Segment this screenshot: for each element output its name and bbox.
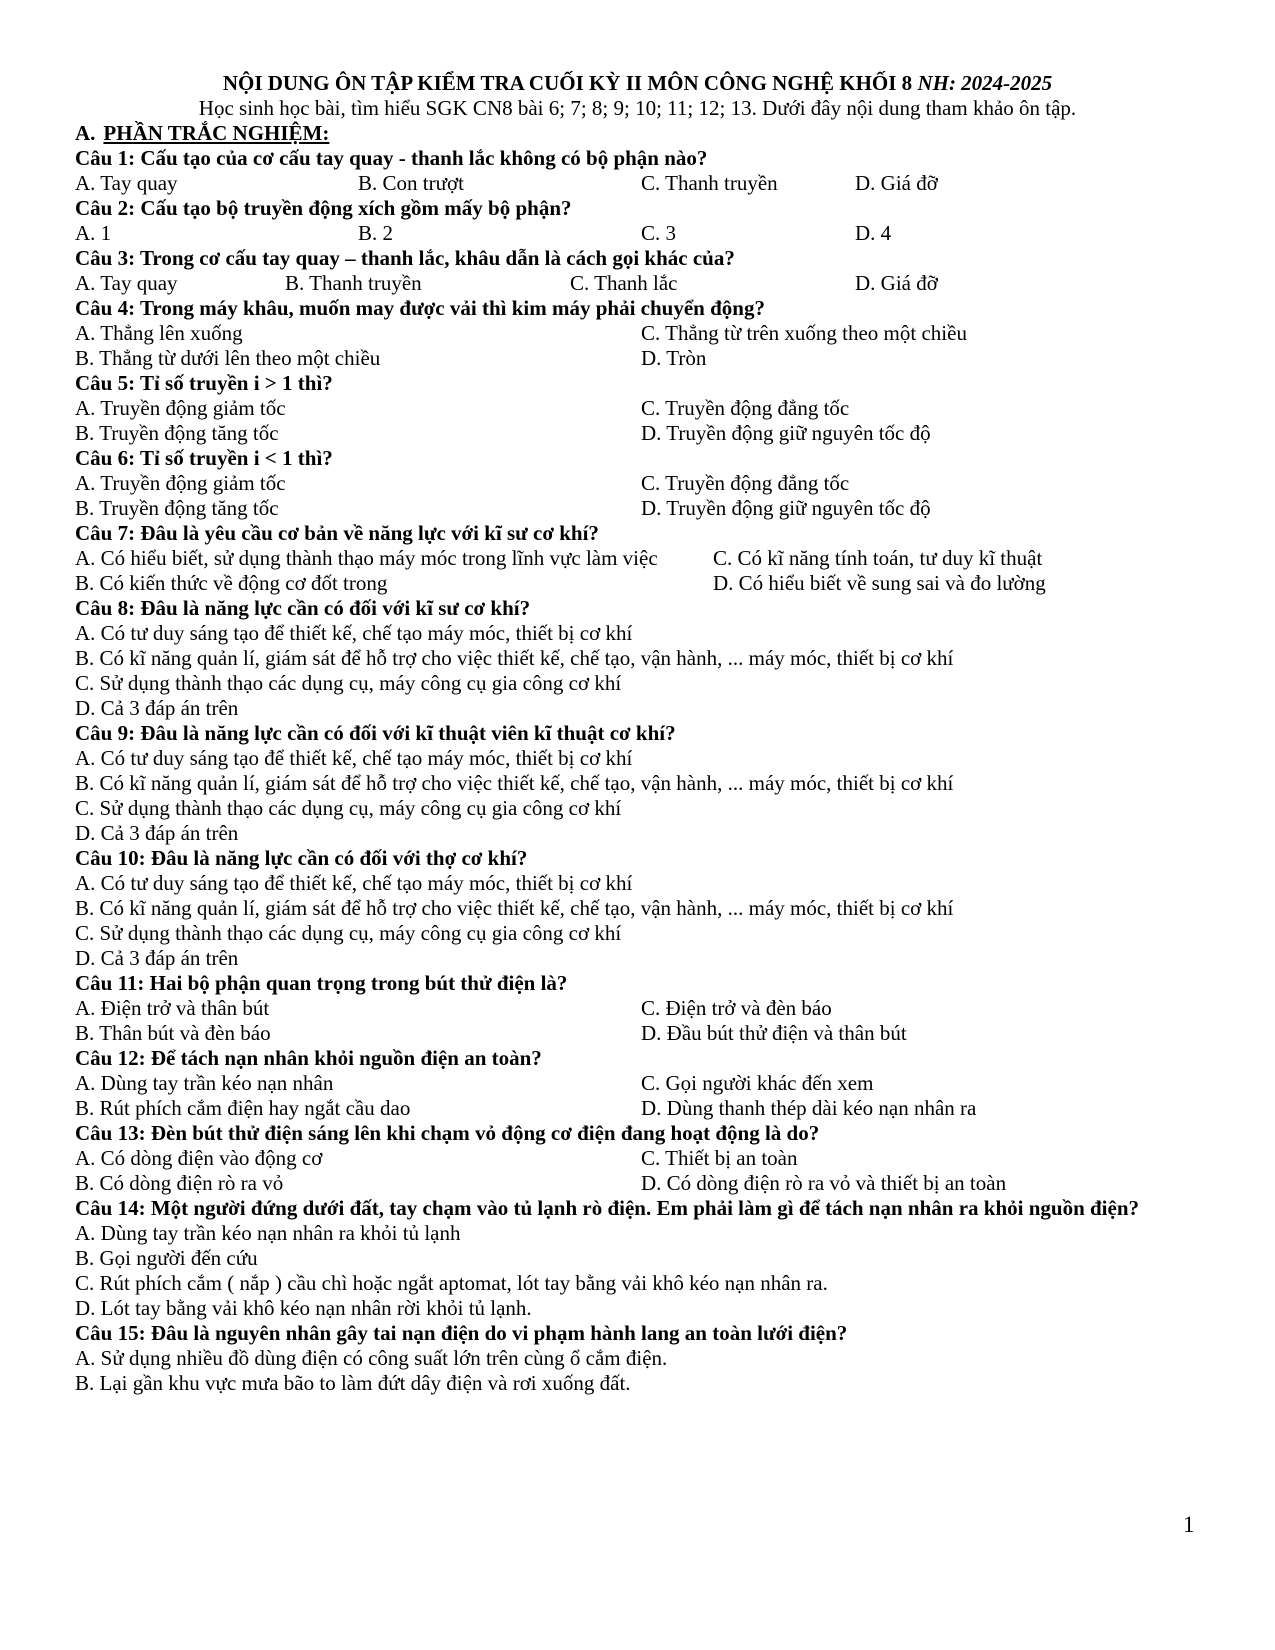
answer-option: A. Dùng tay trần kéo nạn nhân ra khỏi tủ lạnh xyxy=(75,1221,461,1245)
title-text: NỘI DUNG ÔN TẬP KIỂM TRA CUỐI KỲ II MÔN CÔNG NGHỆ KHỐI 8 xyxy=(222,71,913,95)
question-text: Câu 1: Cấu tạo của cơ cấu tay quay - thanh lắc không có bộ phận nào? xyxy=(75,146,708,170)
question-11 xyxy=(75,971,1185,1046)
question-7 xyxy=(75,521,1185,596)
answer-option: B. Có kĩ năng quản lí, giám sát để hỗ trợ cho việc thiết kế, chế tạo, vận hành, ... máy móc, thiết bị cơ khí xyxy=(75,771,954,795)
answer-option: B. Truyền động tăng tốc xyxy=(75,421,279,445)
answer-option: D. Cả 3 đáp án trên xyxy=(75,821,239,845)
answer-option: A. Có tư duy sáng tạo để thiết kế, chế tạo máy móc, thiết bị cơ khí xyxy=(75,621,633,645)
answer-row xyxy=(75,1146,1185,1171)
answer-option: D. Truyền động giữ nguyên tốc độ xyxy=(641,421,931,445)
question-text: Câu 8: Đâu là năng lực cần có đối với kĩ sư cơ khí? xyxy=(75,596,531,620)
answer-option: C. Sử dụng thành thạo các dụng cụ, máy công cụ gia công cơ khí xyxy=(75,671,622,695)
answer-option: A. Sử dụng nhiều đồ dùng điện có công suất lớn trên cùng ổ cắm điện. xyxy=(75,1346,668,1370)
answer-option: B. Có kiến thức về động cơ đốt trong xyxy=(75,571,388,595)
section-heading xyxy=(75,121,329,146)
question-8 xyxy=(75,596,1185,721)
answer-row xyxy=(75,171,1185,196)
answer-option: D. Lót tay bằng vải khô kéo nạn nhân rời khỏi tủ lạnh. xyxy=(75,1296,532,1320)
answer-option: D. 4 xyxy=(855,221,892,245)
answer-option: A. Tay quay xyxy=(75,271,178,295)
answer-option: B. Con trượt xyxy=(358,171,464,195)
answer-option: C. Có kĩ năng tính toán, tư duy kĩ thuật xyxy=(713,546,1043,570)
section-name: PHẦN TRẮC NGHIỆM: xyxy=(103,121,330,145)
question-list xyxy=(75,146,1185,1396)
answer-option: D. Giá đỡ xyxy=(855,171,938,195)
answer-row xyxy=(75,221,1185,246)
answer-option: C. Rút phích cắm ( nắp ) cầu chì hoặc ngắt aptomat, lót tay bằng vải khô kéo nạn nhân ra. xyxy=(75,1271,828,1295)
answer-option: D. Cả 3 đáp án trên xyxy=(75,946,239,970)
question-2 xyxy=(75,196,1185,246)
answer-option: B. Thân bút và đèn báo xyxy=(75,1021,271,1045)
question-13 xyxy=(75,1121,1185,1196)
answer-row xyxy=(75,546,1185,571)
answer-row xyxy=(75,346,1185,371)
answer-option: A. Điện trở và thân bút xyxy=(75,996,270,1020)
answer-option: D. Có dòng điện rò ra vỏ và thiết bị an toàn xyxy=(641,1171,1007,1195)
answer-option: C. Sử dụng thành thạo các dụng cụ, máy công cụ gia công cơ khí xyxy=(75,921,622,945)
answer-option: C. Thanh truyền xyxy=(641,171,778,195)
answer-option: C. Thẳng từ trên xuống theo một chiều xyxy=(641,321,967,345)
question-6 xyxy=(75,446,1185,521)
answer-option: D. Đầu bút thử điện và thân bút xyxy=(641,1021,907,1045)
answer-row xyxy=(75,1021,1185,1046)
answer-option: B. Truyền động tăng tốc xyxy=(75,496,279,520)
answer-option: A. Truyền động giảm tốc xyxy=(75,396,286,420)
answer-option: D. Có hiểu biết về sung sai và đo lường xyxy=(713,571,1046,595)
answer-option: D. Truyền động giữ nguyên tốc độ xyxy=(641,496,931,520)
question-4 xyxy=(75,296,1185,371)
question-text: Câu 2: Cấu tạo bộ truyền động xích gồm mấy bộ phận? xyxy=(75,196,572,220)
question-10 xyxy=(75,846,1185,971)
answer-row xyxy=(75,1096,1185,1121)
question-text: Câu 11: Hai bộ phận quan trọng trong bút thử điện là? xyxy=(75,971,568,995)
question-text: Câu 7: Đâu là yêu cầu cơ bản về năng lực với kĩ sư cơ khí? xyxy=(75,521,599,545)
answer-option: C. Điện trở và đèn báo xyxy=(641,996,832,1020)
answer-option: C. 3 xyxy=(641,221,677,245)
page-title xyxy=(0,71,1275,96)
answer-row xyxy=(75,496,1185,521)
answer-option: B. Rút phích cắm điện hay ngắt cầu dao xyxy=(75,1096,411,1120)
question-text: Câu 9: Đâu là năng lực cần có đối với kĩ thuật viên kĩ thuật cơ khí? xyxy=(75,721,676,745)
answer-option: A. Có hiểu biết, sử dụng thành thạo máy móc trong lĩnh vực làm việc xyxy=(75,546,658,570)
answer-row xyxy=(75,571,1185,596)
question-text: Câu 15: Đâu là nguyên nhân gây tai nạn điện do vi phạm hành lang an toàn lưới điện? xyxy=(75,1321,848,1345)
answer-row xyxy=(75,421,1185,446)
answer-option: C. Gọi người khác đến xem xyxy=(641,1071,874,1095)
section-letter: A. xyxy=(75,121,96,145)
question-text: Câu 13: Đèn bút thử điện sáng lên khi chạm vỏ động cơ điện đang hoạt động là do? xyxy=(75,1121,820,1145)
answer-option: B. Gọi người đến cứu xyxy=(75,1246,258,1270)
answer-option: A. Có tư duy sáng tạo để thiết kế, chế tạo máy móc, thiết bị cơ khí xyxy=(75,746,633,770)
answer-option: C. Sử dụng thành thạo các dụng cụ, máy công cụ gia công cơ khí xyxy=(75,796,622,820)
answer-option: D. Dùng thanh thép dài kéo nạn nhân ra xyxy=(641,1096,977,1120)
question-12 xyxy=(75,1046,1185,1121)
answer-option: B. Có kĩ năng quản lí, giám sát để hỗ trợ cho việc thiết kế, chế tạo, vận hành, ... máy móc, thiết bị cơ khí xyxy=(75,896,954,920)
question-9 xyxy=(75,721,1185,846)
answer-option: A. Dùng tay trần kéo nạn nhân xyxy=(75,1071,334,1095)
answer-option: C. Thanh lắc xyxy=(570,271,678,295)
answer-row xyxy=(75,1171,1185,1196)
question-14 xyxy=(75,1196,1185,1321)
question-text: Câu 10: Đâu là năng lực cần có đối với thợ cơ khí? xyxy=(75,846,528,870)
page-subtitle: Học sinh học bài, tìm hiểu SGK CN8 bài 6; 7; 8; 9; 10; 11; 12; 13. Dưới đây nội dung tham khảo ôn tập. xyxy=(198,96,1077,120)
answer-option: A. Truyền động giảm tốc xyxy=(75,471,286,495)
answer-row xyxy=(75,471,1185,496)
answer-option: A. 1 xyxy=(75,221,112,245)
page-number: 1 xyxy=(1183,1512,1195,1537)
question-1 xyxy=(75,146,1185,196)
question-text: Câu 6: Tỉ số truyền i < 1 thì? xyxy=(75,446,333,470)
answer-row xyxy=(75,321,1185,346)
answer-option: B. Thẳng từ dưới lên theo một chiều xyxy=(75,346,381,370)
answer-option: B. Có kĩ năng quản lí, giám sát để hỗ trợ cho việc thiết kế, chế tạo, vận hành, ... máy móc, thiết bị cơ khí xyxy=(75,646,954,670)
question-text: Câu 12: Để tách nạn nhân khỏi nguồn điện an toàn? xyxy=(75,1046,542,1070)
question-15 xyxy=(75,1321,1185,1396)
answer-row xyxy=(75,271,1185,296)
answer-row xyxy=(75,996,1185,1021)
question-text: Câu 4: Trong máy khâu, muốn may được vải thì kim máy phải chuyển động? xyxy=(75,296,765,320)
question-text: Câu 3: Trong cơ cấu tay quay – thanh lắc, khâu dẫn là cách gọi khác của? xyxy=(75,246,735,270)
answer-option: C. Thiết bị an toàn xyxy=(641,1146,798,1170)
answer-option: B. Có dòng điện rò ra vỏ xyxy=(75,1171,284,1195)
question-text: Câu 5: Tỉ số truyền i > 1 thì? xyxy=(75,371,333,395)
answer-option: B. Thanh truyền xyxy=(285,271,422,295)
school-year: NH: 2024-2025 xyxy=(917,71,1053,95)
question-text: Câu 14: Một người đứng dưới đất, tay chạm vào tủ lạnh rò điện. Em phải làm gì để tách nạn nhân ra khỏi nguồn điện? xyxy=(75,1196,1140,1220)
answer-row xyxy=(75,396,1185,421)
answer-option: D. Giá đỡ xyxy=(855,271,938,295)
question-5 xyxy=(75,371,1185,446)
answer-option: B. Lại gần khu vực mưa bão to làm đứt dây điện và rơi xuống đất. xyxy=(75,1371,631,1395)
answer-option: A. Có tư duy sáng tạo để thiết kế, chế tạo máy móc, thiết bị cơ khí xyxy=(75,871,633,895)
answer-row xyxy=(75,1071,1185,1096)
answer-option: D. Tròn xyxy=(641,346,707,370)
question-3 xyxy=(75,246,1185,296)
answer-option: C. Truyền động đẳng tốc xyxy=(641,396,850,420)
answer-option: C. Truyền động đẳng tốc xyxy=(641,471,850,495)
answer-option: D. Cả 3 đáp án trên xyxy=(75,696,239,720)
answer-option: B. 2 xyxy=(358,221,394,245)
answer-option: A. Có dòng điện vào động cơ xyxy=(75,1146,323,1170)
answer-option: A. Tay quay xyxy=(75,171,178,195)
answer-option: A. Thẳng lên xuống xyxy=(75,321,243,345)
